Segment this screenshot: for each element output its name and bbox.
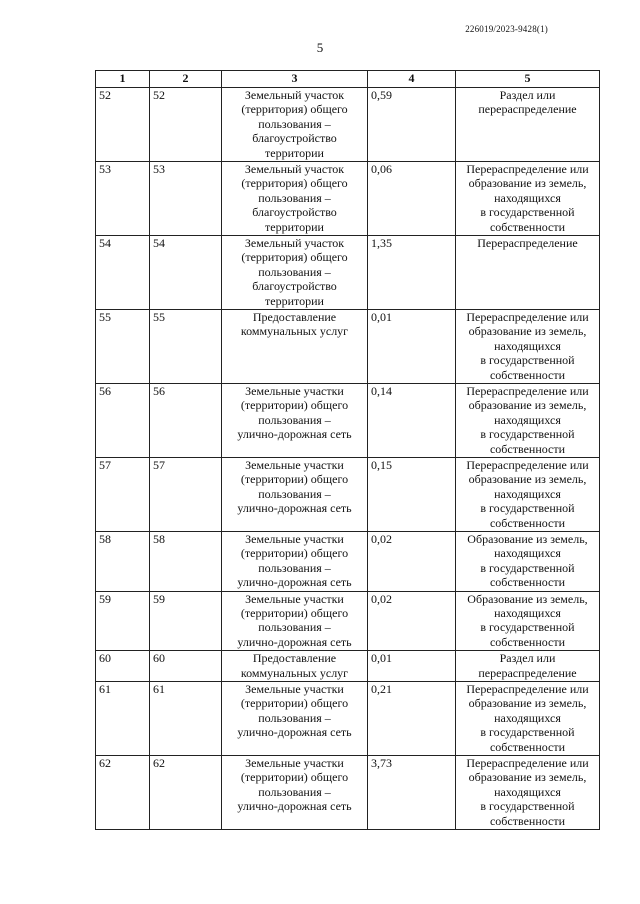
- formation-method-line: образование из земель,: [468, 324, 587, 339]
- purpose-line: пользования –: [258, 264, 331, 279]
- table-row: [96, 755, 600, 829]
- table-row: [96, 236, 600, 310]
- table-row: [96, 162, 600, 236]
- purpose-line: (территории) общего: [240, 770, 349, 785]
- plot-number-cell: 60: [150, 651, 222, 682]
- formation-method-line: образование из земель,: [468, 398, 587, 413]
- table-row: [96, 532, 600, 592]
- table-header-row: [96, 71, 600, 88]
- table-row: [96, 88, 600, 162]
- purpose-line: улично-дорожная сеть: [237, 427, 352, 442]
- purpose-cell: [222, 651, 368, 682]
- purpose-line: (территория) общего: [241, 176, 348, 191]
- table-body: [96, 88, 600, 830]
- purpose-cell: [222, 681, 368, 755]
- table-row: [96, 591, 600, 651]
- purpose-line: Земельные участки: [245, 532, 344, 546]
- purpose-line: коммунальных услуг: [240, 665, 349, 680]
- area-cell: 3,73: [368, 755, 456, 829]
- purpose-line: (территория) общего: [241, 250, 348, 265]
- document-id: 226019/2023-9428(1): [465, 24, 548, 34]
- formation-method-line: Раздел или: [499, 651, 556, 666]
- formation-method-line: Раздел или: [499, 88, 556, 102]
- table-row: [96, 681, 600, 755]
- formation-method-line: собственности: [489, 813, 566, 828]
- formation-method-line: находящихся: [494, 412, 561, 427]
- area-cell: 0,02: [368, 591, 456, 651]
- formation-method-line: перераспределение: [478, 102, 577, 117]
- formation-method-line: находящихся: [494, 546, 561, 561]
- purpose-line: Предоставление: [252, 651, 337, 666]
- formation-method-line: в государственной: [480, 799, 575, 814]
- formation-method-cell: [456, 532, 600, 592]
- purpose-cell: [222, 88, 368, 162]
- purpose-line: территории: [265, 145, 324, 160]
- formation-method-line: Перераспределение или: [466, 681, 589, 696]
- formation-method-line: в государственной: [480, 501, 575, 516]
- formation-method-cell: [456, 755, 600, 829]
- purpose-cell: [222, 310, 368, 384]
- purpose-cell: [222, 384, 368, 458]
- formation-method-line: Перераспределение или: [466, 755, 589, 770]
- purpose-line: (территории) общего: [240, 546, 349, 561]
- column-header: 4: [368, 71, 456, 88]
- purpose-cell: [222, 236, 368, 310]
- purpose-line: пользования –: [258, 710, 331, 725]
- formation-method-line: находящихся: [494, 190, 561, 205]
- plot-number-cell: 54: [150, 236, 222, 310]
- purpose-cell: [222, 591, 368, 651]
- formation-method-cell: [456, 88, 600, 162]
- formation-method-line: находящихся: [494, 784, 561, 799]
- plot-number-cell: 55: [150, 310, 222, 384]
- column-header: 1: [96, 71, 150, 88]
- row-number-cell: 54: [96, 236, 150, 310]
- table-row: [96, 458, 600, 532]
- purpose-line: Земельные участки: [245, 591, 344, 606]
- column-header: 3: [222, 71, 368, 88]
- plot-number-cell: 59: [150, 591, 222, 651]
- purpose-line: (территории) общего: [240, 398, 349, 413]
- formation-method-line: образование из земель,: [468, 472, 587, 487]
- area-cell: 0,02: [368, 532, 456, 592]
- purpose-line: Земельный участок: [244, 162, 345, 176]
- row-number-cell: 52: [96, 88, 150, 162]
- formation-method-line: собственности: [489, 441, 566, 456]
- purpose-line: Земельный участок: [244, 88, 345, 102]
- plot-number-cell: 56: [150, 384, 222, 458]
- row-number-cell: 56: [96, 384, 150, 458]
- formation-method-line: собственности: [489, 575, 566, 590]
- formation-method-cell: [456, 162, 600, 236]
- formation-method-line: в государственной: [480, 427, 575, 442]
- formation-method-line: в государственной: [480, 560, 575, 575]
- purpose-line: благоустройство: [252, 131, 337, 146]
- formation-method-line: в государственной: [480, 620, 575, 635]
- table-row: [96, 651, 600, 682]
- formation-method-line: Перераспределение или: [466, 384, 589, 398]
- formation-method-cell: [456, 458, 600, 532]
- purpose-line: улично-дорожная сеть: [237, 799, 352, 814]
- purpose-line: пользования –: [258, 620, 331, 635]
- area-cell: 0,06: [368, 162, 456, 236]
- purpose-cell: [222, 458, 368, 532]
- purpose-line: Земельные участки: [245, 755, 344, 770]
- formation-method-line: находящихся: [494, 338, 561, 353]
- purpose-line: благоустройство: [252, 205, 337, 220]
- plot-number-cell: 58: [150, 532, 222, 592]
- formation-method-cell: [456, 236, 600, 310]
- purpose-line: пользования –: [258, 784, 331, 799]
- row-number-cell: 60: [96, 651, 150, 682]
- area-cell: 1,35: [368, 236, 456, 310]
- purpose-line: (территории) общего: [240, 696, 349, 711]
- purpose-line: благоустройство: [252, 279, 337, 294]
- row-number-cell: 58: [96, 532, 150, 592]
- area-cell: 0,15: [368, 458, 456, 532]
- plot-number-cell: 57: [150, 458, 222, 532]
- formation-method-line: образование из земель,: [468, 696, 587, 711]
- area-cell: 0,59: [368, 88, 456, 162]
- row-number-cell: 59: [96, 591, 150, 651]
- formation-method-line: собственности: [489, 367, 566, 382]
- purpose-line: пользования –: [258, 190, 331, 205]
- purpose-line: улично-дорожная сеть: [237, 634, 352, 649]
- formation-method-line: образование из земель,: [468, 176, 587, 191]
- area-cell: 0,01: [368, 310, 456, 384]
- formation-method-line: образование из земель,: [468, 770, 587, 785]
- formation-method-line: собственности: [489, 515, 566, 530]
- formation-method-line: в государственной: [480, 205, 575, 220]
- row-number-cell: 55: [96, 310, 150, 384]
- plot-number-cell: 61: [150, 681, 222, 755]
- row-number-cell: 62: [96, 755, 150, 829]
- purpose-line: Земельный участок: [244, 236, 345, 250]
- formation-method-line: собственности: [489, 634, 566, 649]
- purpose-line: (территория) общего: [241, 102, 348, 117]
- area-cell: 0,21: [368, 681, 456, 755]
- formation-method-line: находящихся: [494, 486, 561, 501]
- formation-method-cell: [456, 310, 600, 384]
- purpose-line: (территории) общего: [240, 472, 349, 487]
- formation-method-line: в государственной: [480, 353, 575, 368]
- page-number: 5: [316, 40, 324, 55]
- formation-method-line: в государственной: [480, 725, 575, 740]
- area-cell: 0,01: [368, 651, 456, 682]
- purpose-line: Предоставление: [252, 310, 337, 324]
- purpose-cell: [222, 755, 368, 829]
- purpose-line: Земельные участки: [245, 681, 344, 696]
- plot-number-cell: 52: [150, 88, 222, 162]
- purpose-line: территории: [265, 219, 324, 234]
- formation-method-line: Перераспределение или: [466, 310, 589, 324]
- formation-method-line: находящихся: [494, 606, 561, 620]
- formation-method-cell: [456, 384, 600, 458]
- land-plots-table: [95, 70, 600, 830]
- formation-method-line: перераспределение: [478, 665, 577, 680]
- formation-method-cell: [456, 651, 600, 682]
- plot-number-cell: 53: [150, 162, 222, 236]
- purpose-cell: [222, 532, 368, 592]
- purpose-line: пользования –: [258, 412, 331, 427]
- area-cell: 0,14: [368, 384, 456, 458]
- row-number-cell: 61: [96, 681, 150, 755]
- column-header: 2: [150, 71, 222, 88]
- purpose-line: территории: [265, 293, 324, 308]
- plot-number-cell: 62: [150, 755, 222, 829]
- purpose-line: коммунальных услуг: [240, 324, 349, 339]
- formation-method-line: Образование из земель,: [467, 591, 588, 606]
- formation-method-line: собственности: [489, 739, 566, 754]
- formation-method-line: находящихся: [494, 710, 561, 725]
- formation-method-line: Перераспределение: [477, 236, 578, 250]
- purpose-line: (территории) общего: [240, 606, 349, 620]
- purpose-line: Земельные участки: [245, 458, 344, 472]
- table-row: [96, 310, 600, 384]
- formation-method-cell: [456, 591, 600, 651]
- row-number-cell: 57: [96, 458, 150, 532]
- purpose-line: пользования –: [258, 116, 331, 131]
- table-row: [96, 384, 600, 458]
- column-header: 5: [456, 71, 600, 88]
- formation-method-line: Образование из земель,: [467, 532, 588, 546]
- purpose-line: пользования –: [258, 560, 331, 575]
- purpose-line: улично-дорожная сеть: [237, 575, 352, 590]
- purpose-line: улично-дорожная сеть: [237, 725, 352, 740]
- purpose-line: улично-дорожная сеть: [237, 501, 352, 516]
- purpose-line: Земельные участки: [245, 384, 344, 398]
- formation-method-cell: [456, 681, 600, 755]
- purpose-line: пользования –: [258, 486, 331, 501]
- purpose-cell: [222, 162, 368, 236]
- row-number-cell: 53: [96, 162, 150, 236]
- formation-method-line: Перераспределение или: [466, 458, 589, 472]
- formation-method-line: собственности: [489, 219, 566, 234]
- formation-method-line: Перераспределение или: [466, 162, 589, 176]
